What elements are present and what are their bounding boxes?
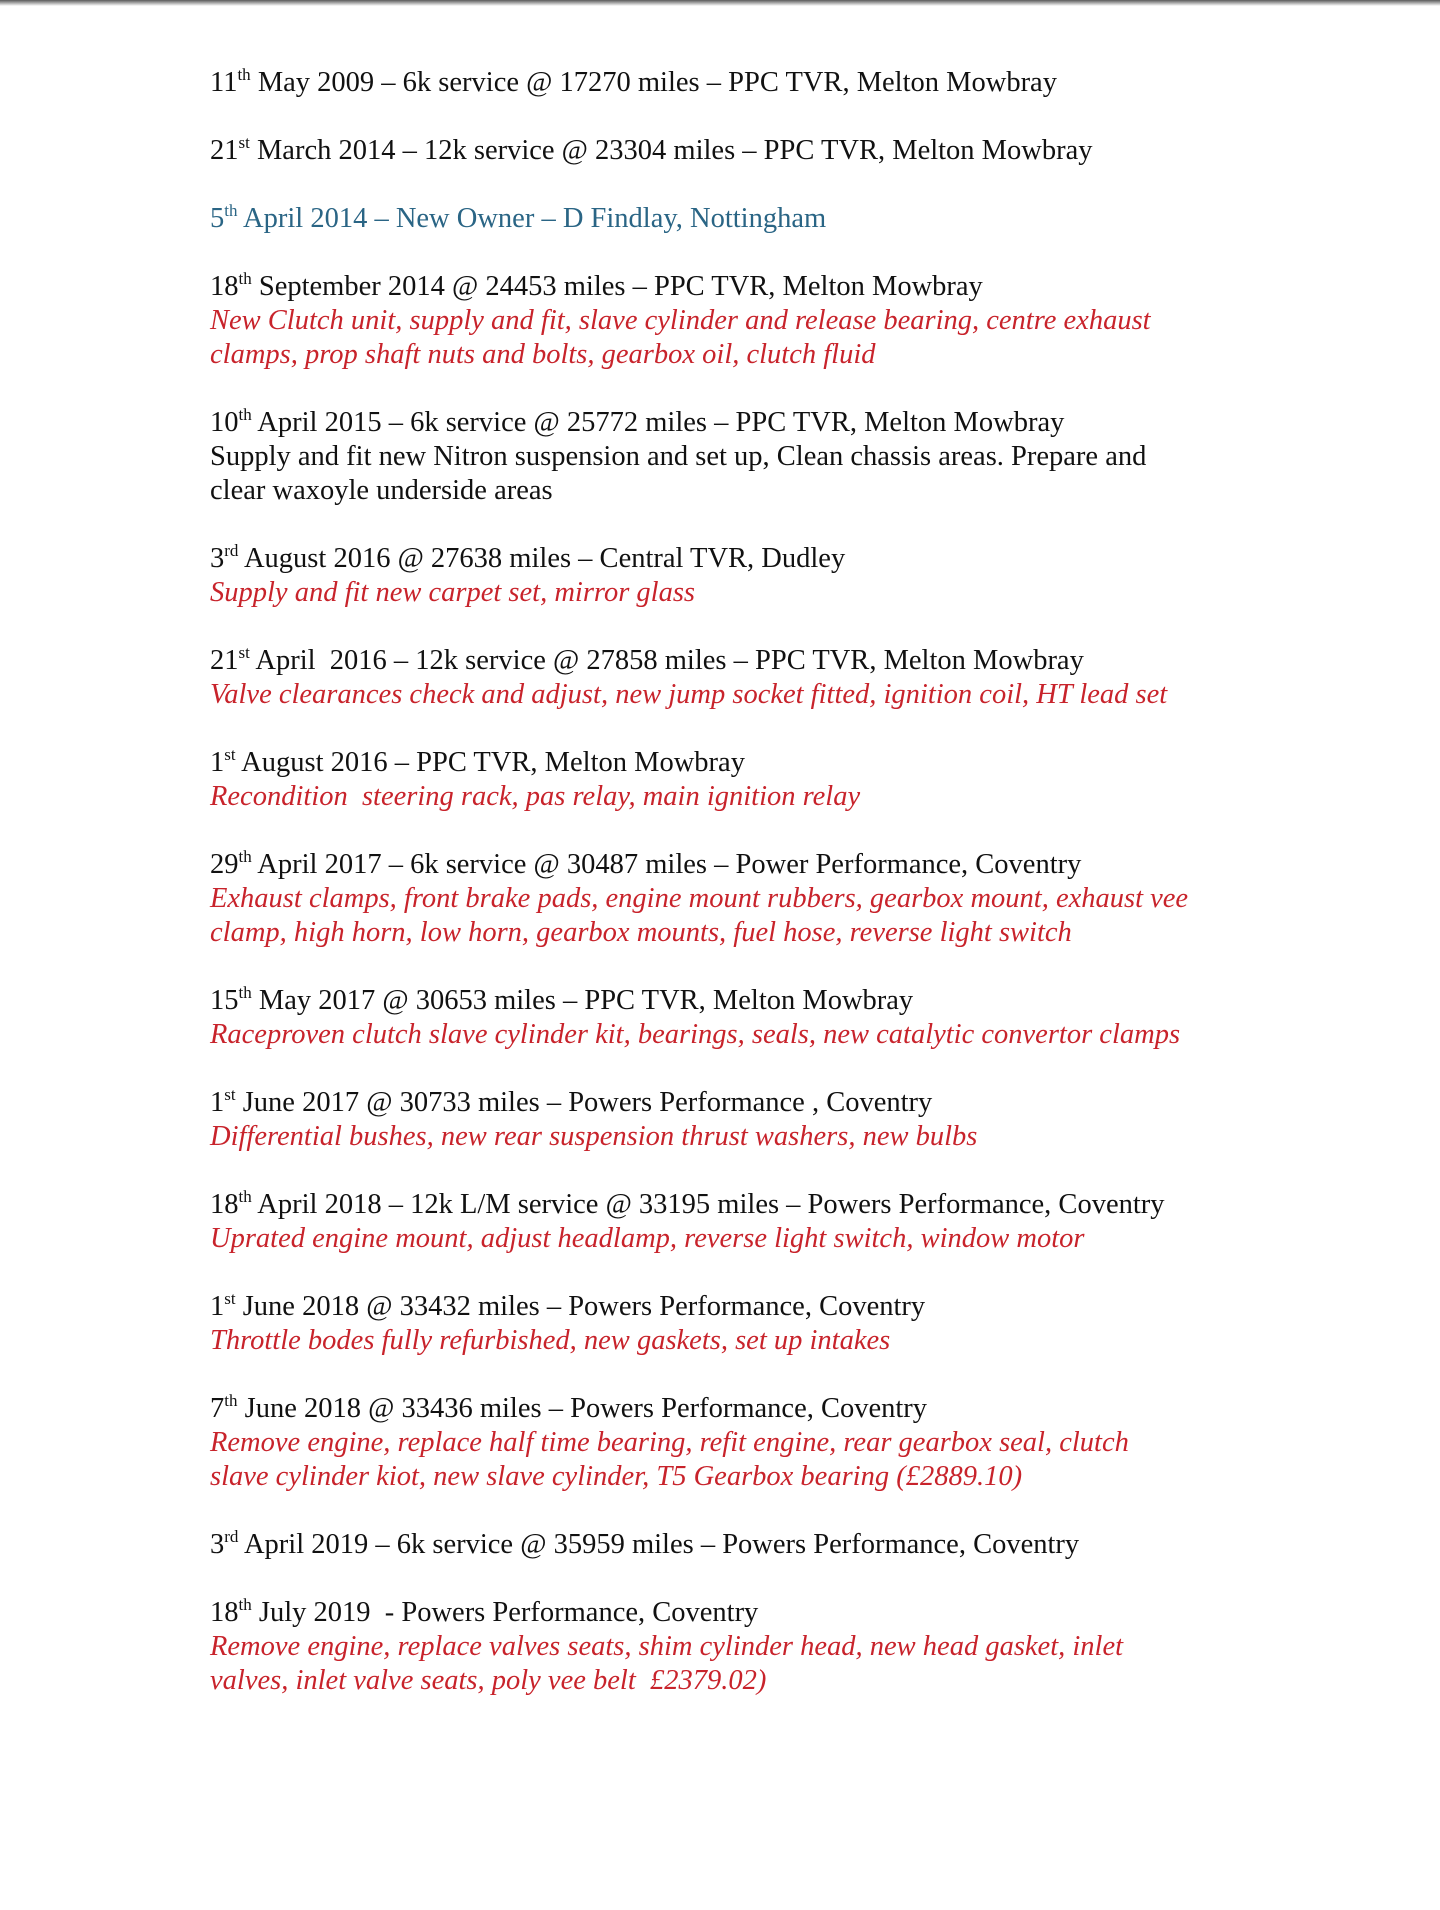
entry-day-suffix: th (238, 847, 252, 866)
entry-heading-text: May 2017 @ 30653 miles – PPC TVR, Melton Mowbray (251, 985, 914, 1016)
service-history-page (210, 66, 1350, 1698)
entry-heading-text: April 2018 – 12k L/M service @ 33195 miles – Powers Performance, Coventry (251, 1189, 1165, 1220)
service-entry (210, 644, 1350, 712)
entry-day: 1 (210, 1291, 225, 1322)
entry-day: 11 (210, 67, 238, 98)
entry-day: 15 (210, 985, 239, 1016)
entry-day-suffix: th (224, 201, 238, 220)
entry-detail-line: slave cylinder kiot, new slave cylinder, T5 Gearbox bearing (£2889.10) (210, 1461, 1023, 1492)
entry-heading-text: April 2016 – 12k service @ 27858 miles – PPC TVR, Melton Mowbray (249, 645, 1084, 676)
service-entry-heading (210, 66, 1350, 100)
entry-day-suffix: rd (224, 1527, 239, 1546)
service-entry-heading (210, 1188, 1350, 1222)
entry-detail-line: New Clutch unit, supply and fit, slave cylinder and release bearing, centre exhaust (210, 305, 1151, 336)
entry-detail-line: Exhaust clamps, front brake pads, engine mount rubbers, gearbox mount, exhaust vee (210, 883, 1189, 914)
entry-day-suffix: th (224, 1391, 238, 1410)
entry-day: 21 (210, 135, 239, 166)
service-entry (210, 270, 1350, 372)
service-entry-heading (210, 1596, 1350, 1630)
entry-day-suffix: th (238, 983, 252, 1002)
entry-day-suffix: st (224, 1289, 236, 1308)
entry-day-suffix: st (224, 1085, 236, 1104)
service-entry-heading (210, 746, 1350, 780)
service-entry-heading (210, 848, 1350, 882)
service-entry (210, 1188, 1350, 1256)
entry-day-suffix: st (224, 745, 236, 764)
entry-heading-text: May 2009 – 6k service @ 17270 miles – PPC TVR, Melton Mowbray (250, 67, 1057, 98)
service-entry (210, 1528, 1350, 1562)
service-entry (210, 134, 1350, 168)
entry-day-suffix: th (238, 1595, 252, 1614)
service-entry-heading (210, 1392, 1350, 1426)
service-entry-heading (210, 984, 1350, 1018)
entry-detail-line: Supply and fit new carpet set, mirror glass (210, 577, 696, 608)
entry-detail-line: Remove engine, replace half time bearing, refit engine, rear gearbox seal, clutch (210, 1427, 1129, 1458)
entry-detail-line: Uprated engine mount, adjust headlamp, reverse light switch, window motor (210, 1223, 1085, 1254)
entry-heading-text: June 2018 @ 33432 miles – Powers Performance, Coventry (235, 1291, 926, 1322)
entry-heading-text: July 2019 - Powers Performance, Coventry (251, 1597, 759, 1628)
service-entry-heading (210, 542, 1350, 576)
entry-heading-text: March 2014 – 12k service @ 23304 miles – PPC TVR, Melton Mowbray (249, 135, 1093, 166)
entry-heading-text: April 2015 – 6k service @ 25772 miles – PPC TVR, Melton Mowbray (251, 407, 1065, 438)
entry-day-suffix: th (237, 65, 251, 84)
service-entry (210, 1086, 1350, 1154)
entry-heading-text: April 2014 – New Owner – D Findlay, Nottingham (237, 203, 827, 234)
entry-day-suffix: st (238, 643, 250, 662)
service-entry-heading (210, 1290, 1350, 1324)
service-entry (210, 746, 1350, 814)
entry-day: 1 (210, 747, 225, 778)
entry-heading-text: April 2017 – 6k service @ 30487 miles – Power Performance, Coventry (251, 849, 1082, 880)
entry-heading-text: August 2016 – PPC TVR, Melton Mowbray (235, 747, 745, 778)
entry-day: 21 (210, 645, 239, 676)
entry-day: 7 (210, 1393, 225, 1424)
entry-detail-line: Raceproven clutch slave cylinder kit, bearings, seals, new catalytic convertor clamps (210, 1019, 1181, 1050)
entry-detail-line: clear waxoyle underside areas (210, 475, 553, 506)
service-entry (210, 1392, 1350, 1494)
entry-heading-text: September 2014 @ 24453 miles – PPC TVR, Melton Mowbray (251, 271, 983, 302)
service-entry (210, 406, 1350, 508)
entry-day: 18 (210, 1597, 239, 1628)
service-entry (210, 984, 1350, 1052)
entry-detail-line: valves, inlet valve seats, poly vee belt £2379.02) (210, 1665, 767, 1696)
service-entry (210, 1290, 1350, 1358)
entry-detail-line: Throttle bodes fully refurbished, new gaskets, set up intakes (210, 1325, 891, 1356)
entry-day: 3 (210, 1529, 225, 1560)
service-entry-heading (210, 644, 1350, 678)
entry-day: 1 (210, 1087, 225, 1118)
entry-heading-text: August 2016 @ 27638 miles – Central TVR, Dudley (238, 543, 846, 574)
entry-day-suffix: th (238, 1187, 252, 1206)
entry-day: 5 (210, 203, 225, 234)
entry-day: 10 (210, 407, 239, 438)
service-entry-heading (210, 1086, 1350, 1120)
entry-day: 29 (210, 849, 239, 880)
entry-detail-line: clamps, prop shaft nuts and bolts, gearbox oil, clutch fluid (210, 339, 876, 370)
entry-heading-text: April 2019 – 6k service @ 35959 miles – Powers Performance, Coventry (238, 1529, 1080, 1560)
entry-day-suffix: rd (224, 541, 239, 560)
entry-day: 3 (210, 543, 225, 574)
window-top-edge (0, 0, 1440, 6)
service-entry-heading (210, 406, 1350, 440)
entry-detail-line: Remove engine, replace valves seats, shim cylinder head, new head gasket, inlet (210, 1631, 1124, 1662)
service-entry (210, 542, 1350, 610)
entry-heading-text: June 2018 @ 33436 miles – Powers Performance, Coventry (237, 1393, 928, 1424)
service-entry (210, 1596, 1350, 1698)
entry-day-suffix: th (238, 405, 252, 424)
entry-heading-text: June 2017 @ 30733 miles – Powers Performance , Coventry (235, 1087, 933, 1118)
entry-detail-line: clamp, high horn, low horn, gearbox mounts, fuel hose, reverse light switch (210, 917, 1072, 948)
entry-day-suffix: th (238, 269, 252, 288)
service-entry-heading (210, 1528, 1350, 1562)
entry-detail-line: Supply and fit new Nitron suspension and set up, Clean chassis areas. Prepare and (210, 441, 1147, 472)
service-entry (210, 202, 1350, 236)
entry-detail-line: Recondition steering rack, pas relay, main ignition relay (210, 781, 861, 812)
entry-day: 18 (210, 271, 239, 302)
entry-detail-line: Differential bushes, new rear suspension thrust washers, new bulbs (210, 1121, 978, 1152)
service-entry (210, 848, 1350, 950)
entry-detail-line: Valve clearances check and adjust, new jump socket fitted, ignition coil, HT lead set (210, 679, 1168, 710)
service-entry (210, 66, 1350, 100)
service-entry-heading (210, 270, 1350, 304)
entry-day-suffix: st (238, 133, 250, 152)
entry-day: 18 (210, 1189, 239, 1220)
service-entry-heading (210, 134, 1350, 168)
owner-change-heading (210, 202, 1350, 236)
